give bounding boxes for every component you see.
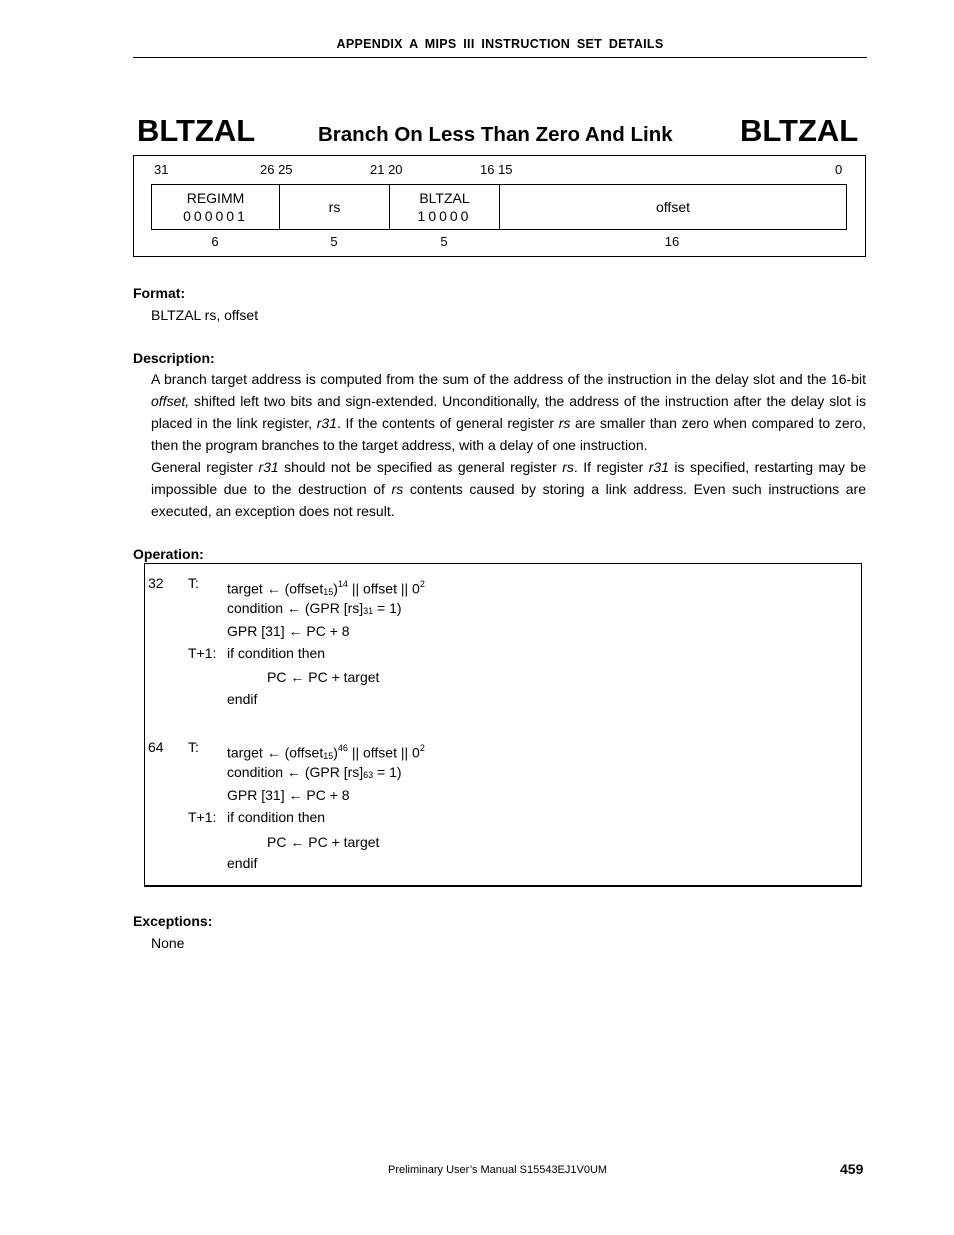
operation-t-label: T: [188, 575, 199, 591]
field-bltzal [390, 185, 500, 229]
page-number: 459 [840, 1161, 864, 1177]
operation-endif-line: endif [227, 855, 258, 871]
exceptions-heading: Exceptions: [133, 913, 213, 929]
bit-number: 16 15 [480, 162, 513, 177]
format-text: BLTZAL rs, offset [151, 307, 259, 323]
format-heading: Format: [133, 285, 186, 301]
description-heading: Description: [133, 350, 215, 366]
operation-t-label: T: [188, 739, 199, 755]
description-paragraph: General register r31 should not be specified as general register rs. If register r31 is specified, restarting may be impossible due to the destruction of rs contents caused by storing a link address. Even such instructions are executed, an exception does not result. [151, 459, 866, 519]
bit-number: 31 [154, 162, 169, 177]
operation-mode: 64 [148, 739, 164, 755]
operation-condition-line: condition ← (GPR $[rs]_{63} = 1$) [227, 764, 402, 780]
operation-target-line: target ← (offset$_{15}$)$^{14}$ || offset || $0^2$ [227, 579, 425, 597]
mnemonic-right: BLTZAL [740, 113, 859, 148]
operation-endif-line: endif [227, 691, 258, 707]
field-rs [280, 185, 390, 229]
operation-gpr-line: GPR [31] ← PC + 8 [227, 623, 350, 639]
footer-manual: Preliminary User’s Manual S15543EJ1V0UM [388, 1164, 608, 1176]
operation-gpr-line: GPR [31] ← PC + 8 [227, 787, 350, 803]
field-name: offset [656, 199, 690, 215]
operation-target-line: target ← (offset$_{15}$)$^{46}$ || offset || $0^2$ [227, 743, 425, 761]
operation-if-line: if condition then [227, 645, 326, 661]
field-bits: 10000 [417, 208, 472, 224]
operation-t1-label: T+1: [188, 645, 217, 661]
operation-pc-line: PC ← PC + target [267, 669, 380, 685]
field-offset [500, 185, 846, 229]
field-width: 16 [664, 234, 680, 249]
field-width: 5 [330, 234, 338, 249]
operation-condition-line: condition ← (GPR $[rs]_{31} = 1$) [227, 600, 402, 616]
operation-pc-line: PC ← PC + target [267, 834, 380, 850]
instruction-name: Branch On Less Than Zero And Link [318, 123, 673, 146]
encoding-fields [151, 184, 847, 230]
mnemonic-left: BLTZAL [137, 113, 256, 148]
field-name: rs [328, 199, 341, 215]
field-width: 5 [440, 234, 448, 249]
operation-t1-label: T+1: [188, 809, 217, 825]
field-bits: 000001 [183, 208, 248, 224]
description-paragraph: A branch target address is computed from the sum of the address of the instruction in the delay slot and the 16-bit offset, shifted left two bits and sign-extended. Unconditionally, the address of the instruction after the delay slot is placed in the link register, r31. If the contents of general register rs are smaller than zero when compared to zero, then the program branches to the target address, with a delay of one instruction. [151, 371, 866, 453]
operation-if-line: if condition then [227, 809, 326, 825]
bit-number: 0 [835, 162, 843, 177]
header-rule [133, 57, 867, 58]
operation-mode: 32 [148, 575, 164, 591]
field-width: 6 [211, 234, 219, 249]
operation-heading: Operation: [133, 546, 204, 562]
field-name: REGIMM [186, 190, 245, 206]
field-regimm [152, 185, 280, 229]
bit-number: 21 20 [370, 162, 403, 177]
field-name: BLTZAL [419, 190, 470, 206]
bit-number: 26 25 [260, 162, 293, 177]
exceptions-text: None [151, 935, 185, 951]
running-header: APPENDIX A MIPS III INSTRUCTION SET DETAILS [336, 37, 664, 51]
